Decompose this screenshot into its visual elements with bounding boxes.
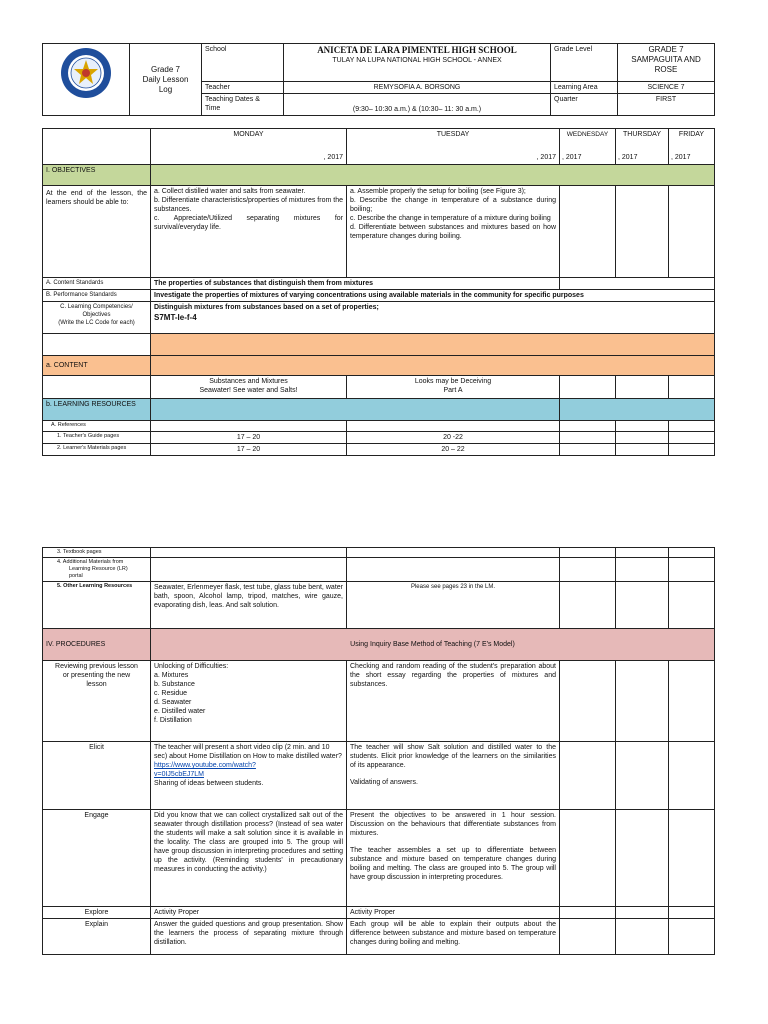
content-heading-band <box>151 356 715 376</box>
content-monday: Substances and Mixtures Seawater! See water and Salts! <box>151 376 347 399</box>
day-monday: MONDAY , 2017 <box>151 129 347 165</box>
engage-tuesday: Present the objectives to be answered in 1 hour session. Discussion on the behaviours that differentiate substances from mixtures. The teacher assembles a set up to differentiate between substance and mixture based on temperature changes during boiling and melting. The class are grouped into 5. The group will have group discussion in interpreting procedures. <box>347 810 560 907</box>
explore-tuesday: Activity Proper <box>347 907 560 919</box>
lm-monday: 17 – 20 <box>151 444 347 456</box>
content-heading: a. CONTENT <box>43 356 151 376</box>
learning-area-value: SCIENCE 7 <box>618 82 715 94</box>
content-standards-label: A. Content Standards <box>43 278 151 290</box>
competencies: Distinguish mixtures from substances based on a set of properties; S7MT-Ie-f-4 <box>151 302 715 334</box>
blank-corner <box>43 129 151 165</box>
other-resources-label: 5. Other Learning Resources <box>43 582 151 629</box>
objectives-intro: At the end of the lesson, the learners should be able to: <box>43 186 151 278</box>
objectives-monday: a. Collect distilled water and salts from seawater. b. Differentiate characteristics/properties of mixtures from the substances. c. Appreciate/Utilized separating mixtures for survival/everyday life. <box>151 186 347 278</box>
content-standards: The properties of substances that distinguish them from mixtures <box>151 278 560 290</box>
resources-heading: b. LEARNING RESOURCES <box>43 399 151 421</box>
objectives-heading-band <box>151 165 715 186</box>
lm-label: 2. Learner's Materials pages <box>43 444 151 456</box>
explore-monday: Activity Proper <box>151 907 347 919</box>
school-sub: TULAY NA LUPA NATIONAL HIGH SCHOOL - ANNEX <box>332 57 502 64</box>
explain-monday: Answer the guided questions and group presentation. Show the learners the process of separating mixture through distillation. <box>151 919 347 955</box>
elicit-tuesday: The teacher will show Salt solution and distilled water to the students. Elicit prior knowledge of the learners on the similarities of its appearance. Validating of answers. <box>347 742 560 810</box>
review-tuesday: Checking and random reading of the student's preparation about the short essay regarding the properties of mixtures and substances. <box>347 661 560 742</box>
teacher-name: REMYSOFIA A. BORSONG <box>284 82 551 94</box>
school-name: ANICETA DE LARA PIMENTEL HIGH SCHOOL <box>317 45 517 55</box>
tg-tuesday: 20 -22 <box>347 432 560 444</box>
procedures-method: Using Inquiry Base Method of Teaching (7 E's Model) <box>151 629 715 661</box>
performance-standards: Investigate the properties of mixtures of varying concentrations using available materials in the community for specific purposes <box>151 290 715 302</box>
quarter-label: Quarter <box>551 94 618 116</box>
dates-value: (9:30– 10:30 a.m.) & (10:30– 11: 30 a.m.) <box>284 94 551 116</box>
header-table <box>42 43 715 116</box>
school-label: School <box>202 44 284 82</box>
lc-code: S7MT-Ie-f-4 <box>154 313 197 322</box>
grade-level-value: GRADE 7 SAMPAGUITA AND ROSE <box>618 44 715 82</box>
elicit-label: Elicit <box>43 742 151 810</box>
explain-label: Explain <box>43 919 151 955</box>
review-label: Reviewing previous lesson or presenting the new lesson <box>43 661 151 742</box>
lesson-table-page1 <box>42 128 715 456</box>
dates-label: Teaching Dates & Time <box>202 94 284 116</box>
day-friday: FRIDAY , 2017 <box>669 129 715 165</box>
competencies-label: C. Learning Competencies/ Objectives (Write the LC Code for each) <box>43 302 151 334</box>
school-name-cell <box>284 44 551 82</box>
youtube-link[interactable]: https://www.youtube.com/watch? v=0IJ5cbEJ7LM <box>154 762 256 778</box>
day-thursday: THURSDAY , 2017 <box>616 129 669 165</box>
deped-seal-icon <box>60 47 112 99</box>
day-tuesday: TUESDAY , 2017 <box>347 129 560 165</box>
explain-tuesday: Each group will be able to explain their outputs about the difference between substance and mixture based on temperature changes during boiling and melting. <box>347 919 560 955</box>
other-resources-monday: Seawater, Erlenmeyer flask, test tube, glass tube bent, water bath, spoon, Alcohol lamp, tripod, matches, wire gauze, evaporating dish, leas. And salt solution. <box>151 582 347 629</box>
tg-label: 1. Teacher's Guide pages <box>43 432 151 444</box>
lesson-table-page2 <box>42 547 715 955</box>
learning-area-label: Learning Area <box>551 82 618 94</box>
tg-monday: 17 – 20 <box>151 432 347 444</box>
engage-label: Engage <box>43 810 151 907</box>
objectives-tuesday: a. Assemble properly the setup for boiling (see Figure 3); b. Describe the change in temperature of a substance during boiling; c. Describe the change in temperature of a mixture during boiling d. Differentiate between substances and mixtures based on how temperature changes during boiling. <box>347 186 560 278</box>
teacher-label: Teacher <box>202 82 284 94</box>
review-monday: Unlocking of Difficulties: a. Mixtures b. Substance c. Residue d. Seawater e. Distilled water f. Distillation <box>151 661 347 742</box>
performance-standards-label: B. Performance Standards <box>43 290 151 302</box>
additional-materials-label: 4. Additional Materials from Learning Resource (LR) portal <box>43 558 151 582</box>
grade-level-label: Grade Level <box>551 44 618 82</box>
elicit-monday: The teacher will present a short video clip (2 min. and 10 sec) about Home Distillation on How to make distilled water? https://www.youtube.com/watch? v=0IJ5cbEJ7LM Sharing of ideas between students. <box>151 742 347 810</box>
form-title: Grade 7 Daily Lesson Log <box>130 44 202 116</box>
references-label: A. References <box>43 421 151 432</box>
objectives-heading: I. OBJECTIVES <box>43 165 151 186</box>
textbook-label: 3. Textbook pages <box>43 548 151 558</box>
engage-monday: Did you know that we can collect crystallized salt out of the seawater through distillation process? (Instead of sea water the students will make a salt solution since it is available in the locality. The class are grouped into 5. The group will have group discussion in interpreting procedures and setting up the activity. (Reminding students' in precautionary measures in conducting the activity.) <box>151 810 347 907</box>
lm-tuesday: 20 – 22 <box>347 444 560 456</box>
competencies-band <box>151 334 715 356</box>
quarter-value: FIRST <box>618 94 715 116</box>
other-resources-tuesday: Please see pages 23 in the LM. <box>347 582 560 629</box>
day-wednesday: WEDNESDAY , 2017 <box>560 129 616 165</box>
content-tuesday: Looks may be Deceiving Part A <box>347 376 560 399</box>
procedures-heading: IV. PROCEDURES <box>43 629 151 661</box>
deped-logo <box>43 44 130 116</box>
explore-label: Explore <box>43 907 151 919</box>
